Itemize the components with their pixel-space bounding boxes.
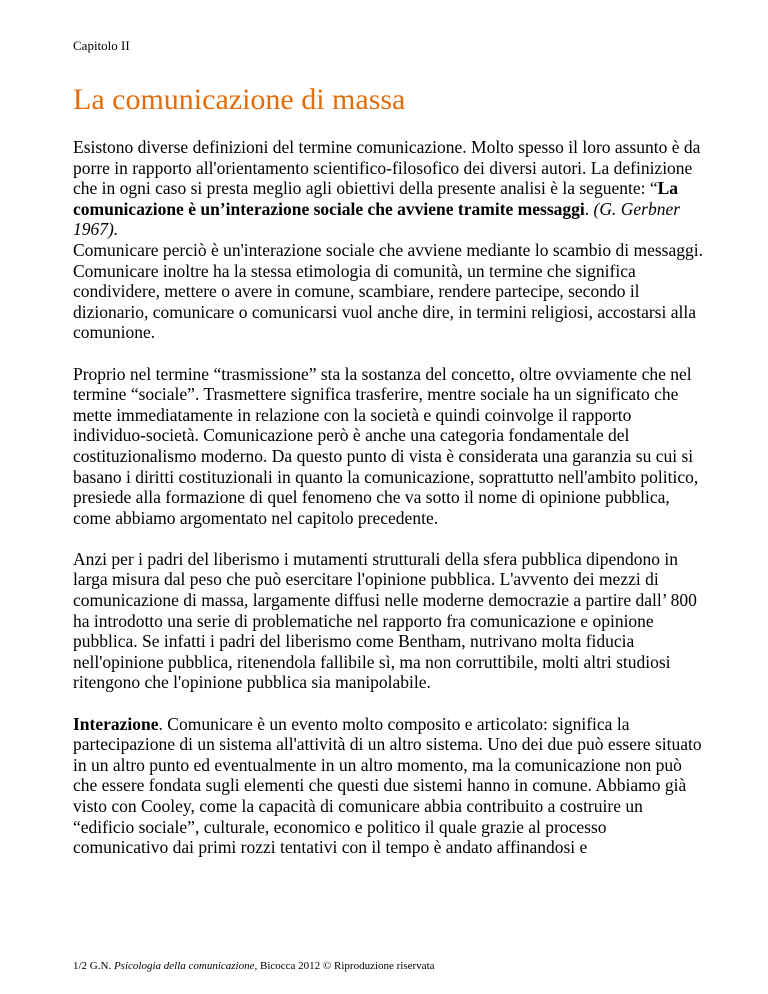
page-footer (73, 959, 435, 973)
paragraph-1-text-c: Comunicare perciò è un'interazione sociale che avviene mediante lo scambio di messaggi. Comunicare inoltre ha la stessa etimologia di comunità, un termine che significa condividere, mettere o avere in comune, scambiare, rendere partecipe, secondo il dizionario, comunicare o comunicarsi vuol anche dire, in termini religiosi, accostarsi alla comunione. (73, 239, 703, 343)
paragraph-1-text-a: Esistono diverse definizioni del termine comunicazione. Molto spesso il loro assunto è da porre in rapporto all'orientamento scientifico-filosofico dei diversi autori. La definizione che in ogni caso si presta meglio agli obiettivi della presente analisi è la seguente: “ (73, 137, 701, 199)
footer-prefix: 1/2 G.N. (73, 960, 114, 972)
paragraph-1 (73, 137, 703, 343)
paragraph-1-text-b: . (584, 198, 594, 219)
paragraph-4-text: . Comunicare è un evento molto composito e articolato: significa la partecipazione di un sistema all'attività di un altro sistema. Uno dei due può essere situato in un altro punto ed eventualmente in un altro momento, ma la comunicazione non può che essere fondata sugli elementi che questi due sistemi hanno in comune. Abbiamo già visto con Cooley, come la capacità di comunicare abbia contribuito a costruire un “edificio sociale”, culturale, economico e politico il quale grazie al processo comunicativo dai primi rozzi tentativi con il tempo è andato affinandosi e (73, 713, 702, 858)
chapter-label: Capitolo II (73, 38, 130, 53)
definition-quote: La comunicazione è un’interazione sociale che avviene tramite messaggi (73, 178, 679, 219)
citation: (G. Gerbner 1967). (73, 198, 681, 240)
paragraph-3: Anzi per i padri del liberismo i mutamenti strutturali della sfera pubblica dipendono in larga misura dal peso che può esercitare l'opinione pubblica. L'avvento dei mezzi di comunicazione di massa, largamente diffusi nelle moderne democrazie a partire dall’ 800 ha introdotto una serie di problematiche nel rapporto fra comunicazione e opinione pubblica. Se infatti i padri del liberismo come Bentham, nutrivano molta fiducia nell'opinione pubblica, ritenendola fallibile sì, ma non corruttibile, molti altri studiosi ritengono che l'opinione pubblica sia manipolabile. (73, 548, 697, 693)
paragraph-4 (73, 714, 703, 858)
body-text (73, 137, 703, 878)
footer-suffix: , Bicocca 2012 © Riproduzione riservata (254, 960, 435, 972)
footer-book-title: Psicologia della comunicazione (113, 960, 255, 972)
paragraph-2: Proprio nel termine “trasmissione” sta la sostanza del concetto, oltre ovviamente che nel termine “sociale”. Trasmettere significa trasferire, mentre sociale ha un significato che mette immediatamente in relazione con la società e quindi coinvolge il rapporto individuo-società. Comunicazione però è anche una categoria fondamentale del costituzionalismo moderno. Da questo punto di vista è considerata una garanzia su cui si basano i diritti costituzionali in quanto la comunicazione, soprattutto nell'ambito politico, presiede alla formazione di quel fenomeno che va sotto il nome di opinione pubblica, come abbiamo argomentato nel capitolo precedente. (73, 363, 699, 528)
page-title: La comunicazione di massa (73, 83, 406, 116)
section-keyword: Interazione (73, 713, 159, 734)
